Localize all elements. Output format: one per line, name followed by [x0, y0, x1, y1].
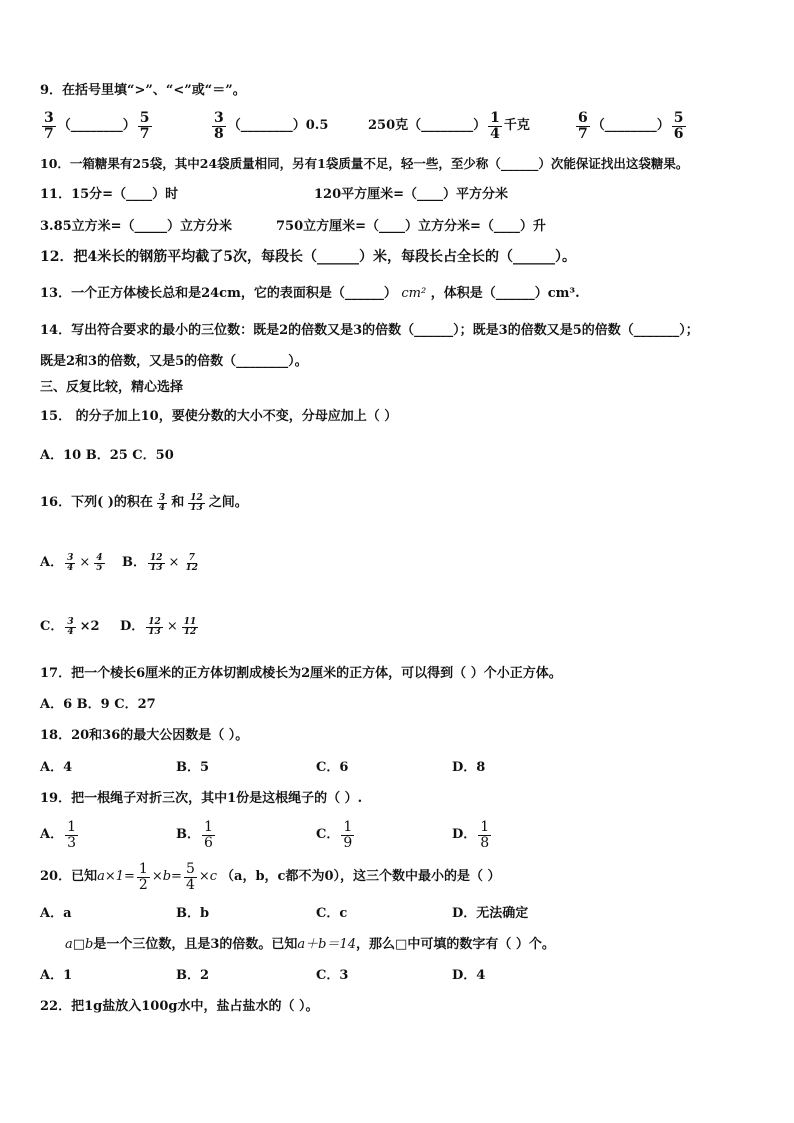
fraction: $\frac{12}{13}$	[148, 616, 161, 637]
q13-text: 13．一个正方体棱长总和是24cm，它的表面积是（______） cm² ，体积是（______）cm³.	[40, 286, 580, 301]
q19-option-b[interactable]: B． $\frac{1}{6}$	[176, 818, 213, 851]
q16-option-c[interactable]: C． $\frac{3}{4}$ ×2	[40, 616, 100, 637]
q9-item4	[574, 108, 688, 144]
fraction: $\frac{3}{8}$	[214, 109, 224, 142]
fraction: $\frac{3}{4}$	[158, 492, 166, 513]
fraction: $\frac{1}{3}$	[67, 818, 77, 851]
fraction: $\frac{1}{2}$	[138, 860, 148, 893]
q11-c: 3.85立方米=（_____）立方分米	[40, 219, 233, 234]
answer-blank[interactable]: （________）	[591, 118, 670, 133]
fraction: $\frac{1}{8}$	[480, 818, 490, 851]
fraction: $\frac{6}{7}$	[578, 109, 588, 142]
q20-option-c[interactable]: C．c	[316, 906, 348, 921]
q20-text: 20．已知 a×1= $\frac{1}{2}$ ×b= $\frac{5}{4}$ ×c （a，b，c都不为0），这三个数中最小的是（ ）	[40, 860, 501, 893]
fraction: $\frac{3}{4}$	[67, 552, 74, 573]
q21-option-d[interactable]: D．4	[452, 968, 486, 983]
fraction: $\frac{5}{6}$	[673, 109, 684, 142]
q9-item2: $\frac{3}{8}$ （________） 0.5	[214, 109, 329, 142]
q16-text: 16．下列( )的积在 $\frac{3}{4}$ 和 $\frac{12}{13}$ 之间。	[40, 492, 248, 513]
q16-option-b[interactable]: B． $\frac{12}{13}$ × $\frac{7}{12}$	[122, 552, 198, 573]
q18-text: 18．20和36的最大公因数是（ ）。	[40, 728, 249, 743]
q15-options: A．10 B．25 C．50	[40, 448, 174, 463]
q21-text: a□b是一个三位数，且是3的倍数。已知a＋b＝14，那么□中可填的数字有（ ）个。	[65, 937, 555, 952]
fraction: $\frac{5}{7}$	[139, 109, 150, 142]
q16-option-a[interactable]: A． $\frac{3}{4}$ × $\frac{4}{5}$	[40, 552, 103, 573]
fraction: $\frac{1}{6}$	[204, 818, 213, 851]
q18-option-c[interactable]: C．6	[316, 760, 349, 775]
fraction: $\frac{5}{4}$	[185, 860, 195, 893]
q10-text: 10．一箱糖果有25袋，其中24袋质量相同，另有1袋质量不足，轻一些，至少称（______）次能保证找出这袋糖果。	[40, 156, 689, 171]
q17-options: A．6 B．9 C．27	[40, 697, 156, 712]
q19-option-c[interactable]: C． $\frac{1}{9}$	[316, 818, 353, 851]
q9-item3: 250克 （________） $\frac{1}{4}$ 千克	[368, 109, 530, 142]
q17-text: 17．把一个棱长6厘米的正方体切割成棱长为2厘米的正方体，可以得到（ ）个小正方体。	[40, 666, 562, 681]
q21-option-a[interactable]: A．1	[40, 968, 73, 983]
q19-option-a[interactable]: A． $\frac{1}{3}$	[40, 818, 77, 851]
q11-d: 750立方厘米=（____）立方分米=（____）升	[276, 219, 546, 234]
q20-option-a[interactable]: A．a	[40, 906, 72, 921]
fraction: $\frac{3}{7}$	[44, 109, 54, 142]
q11-a: 11．15分=（____）时	[40, 187, 179, 202]
q20-option-b[interactable]: B．b	[176, 906, 210, 921]
fraction: $\frac{1}{4}$	[490, 109, 500, 142]
q9-text: 9．在括号里填“>”、“<”或“＝”。	[40, 83, 246, 98]
q19-text: 19．把一根绳子对折三次，其中1份是这根绳子的（ ）.	[40, 791, 363, 806]
q14-line1: 14．写出符合要求的最小的三位数：既是2的倍数又是3的倍数（______）；既是3的倍数又是5的倍数（_______）；	[40, 323, 699, 338]
answer-blank[interactable]: （________）	[408, 118, 487, 133]
section-heading: 三、反复比较，精心选择	[40, 380, 184, 395]
q14-line2: 既是2和3的倍数，又是5的倍数（________）。	[40, 354, 308, 369]
q18-option-d[interactable]: D．8	[452, 760, 486, 775]
q18-option-b[interactable]: B．5	[176, 760, 210, 775]
fraction: $\frac{7}{12}$	[185, 552, 198, 573]
q21-option-c[interactable]: C．3	[316, 968, 349, 983]
answer-blank[interactable]: （________）	[57, 118, 136, 133]
q22-text: 22．把1g盐放入100g水中，盐占盐水的（ ）。	[40, 999, 319, 1014]
unit-cm2: cm²	[401, 286, 427, 301]
fraction: $\frac{3}{4}$	[67, 616, 74, 637]
q12-text: 12．把4米长的钢筋平均截了5次，每段长（______）米，每段长占全长的（______）。	[40, 249, 576, 265]
equation: a＋b＝14	[297, 937, 357, 952]
q19-option-d[interactable]: D． $\frac{1}{8}$	[452, 818, 490, 851]
three-digit-expr: a□b	[65, 937, 94, 952]
fraction: $\frac{1}{9}$	[343, 818, 353, 851]
q20-option-d[interactable]: D．无法确定	[452, 906, 529, 921]
fraction: $\frac{4}{5}$	[96, 552, 103, 573]
fraction: $\frac{11}{12}$	[183, 616, 197, 637]
q9-item1	[40, 108, 154, 144]
q11-b: 120平方厘米=（____）平方分米	[314, 187, 509, 202]
fraction: $\frac{12}{13}$	[150, 552, 163, 573]
fraction: $\frac{12}{13}$	[190, 492, 203, 513]
q15-text: 15． 的分子加上10，要使分数的大小不变，分母应加上（ ）	[40, 409, 398, 424]
answer-blank[interactable]: （________）	[227, 118, 306, 133]
q18-option-a[interactable]: A．4	[40, 760, 73, 775]
q21-option-b[interactable]: B．2	[176, 968, 210, 983]
q16-option-d[interactable]: D． $\frac{12}{13}$ × $\frac{11}{12}$	[120, 616, 197, 637]
